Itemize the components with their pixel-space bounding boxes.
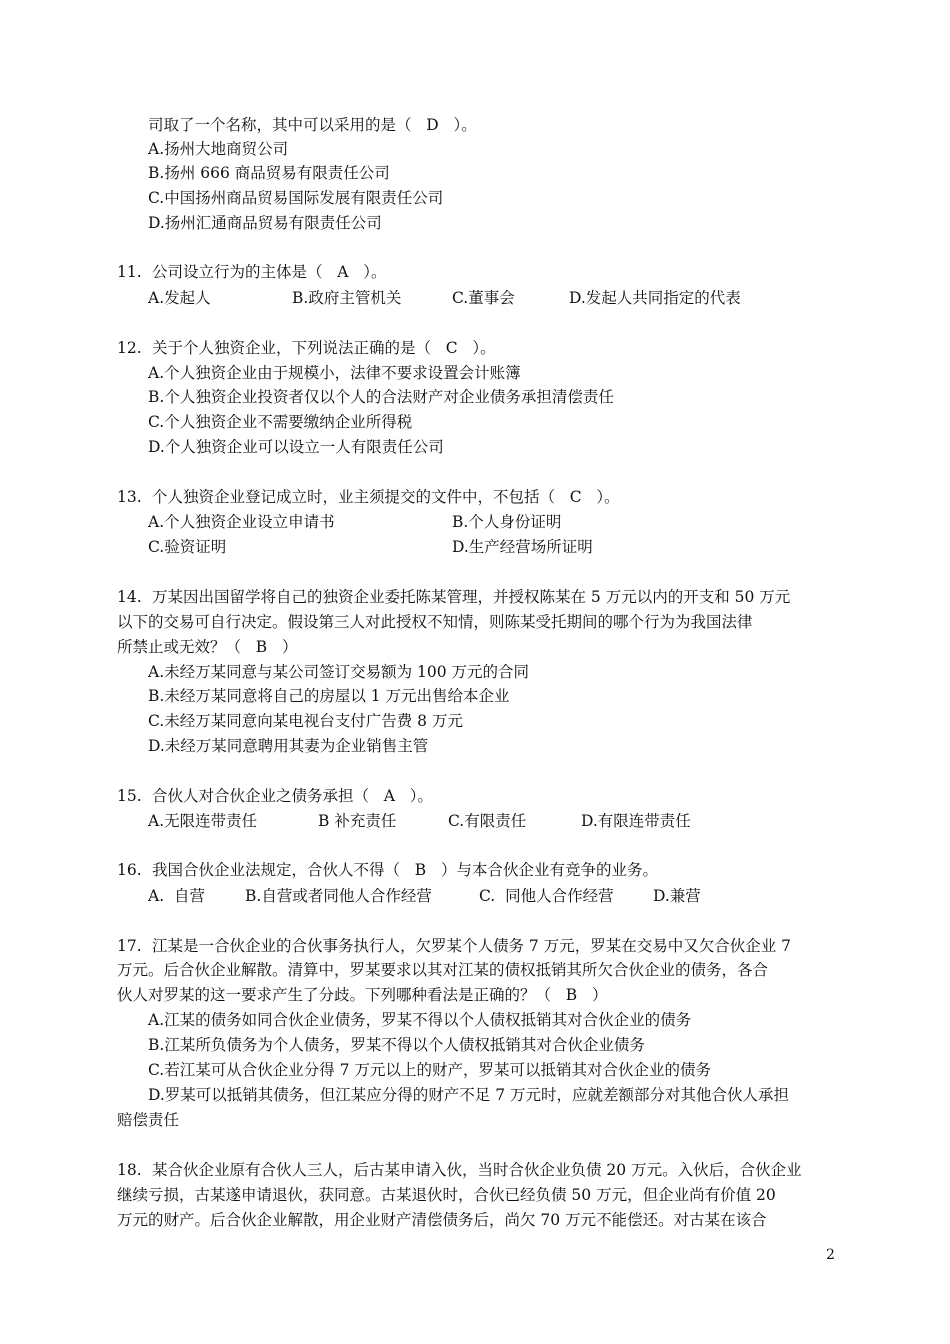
option-a: A. 自营 [148, 887, 205, 905]
option-b: B.未经万某同意将自己的房屋以 1 万元出售给本企业 [148, 687, 510, 705]
question-stem: 我国合伙企业法规定，合伙人不得（ B ）与本合伙企业有竞争的业务。 [152, 861, 658, 879]
option-c: C.个人独资企业不需要缴纳企业所得税 [148, 413, 413, 431]
question-number: 14. [117, 588, 142, 606]
q10-option-d: D.扬州汇通商品贸易有限责任公司 [148, 214, 382, 232]
option-a: A.个人独资企业由于规模小，法律不要求设置会计账簿 [148, 364, 521, 382]
option-d: D.罗某可以抵销其债务，但江某应分得的财产不足 7 万元时，应就差额部分对其他合伙人承担 [148, 1086, 790, 1104]
q10-option-a: A.扬州大地商贸公司 [148, 140, 289, 158]
option-b: B.江某所负债务为个人债务，罗某不得以个人债权抵销其对合伙企业债务 [148, 1036, 645, 1054]
option-d: D.个人独资企业可以设立一人有限责任公司 [148, 438, 444, 456]
question-stem: 伙人对罗某的这一要求产生了分歧。下列哪种看法是正确的？（ B ） [117, 986, 608, 1004]
question-number: 15. [117, 787, 142, 805]
option-d: D.生产经营场所证明 [452, 538, 593, 556]
question-number: 17. [117, 937, 142, 955]
option-d: D.有限连带责任 [581, 812, 691, 830]
q10-option-c: C.中国扬州商品贸易国际发展有限责任公司 [148, 189, 444, 207]
option-a: A.无限连带责任 [148, 812, 258, 830]
question-stem: 公司设立行为的主体是（ A ）。 [152, 263, 387, 281]
question-stem: 某合伙企业原有合伙人三人，后古某申请入伙，当时合伙企业负债 20 万元。入伙后，合伙企业 [152, 1161, 802, 1179]
option-b: B 补充责任 [318, 812, 397, 830]
q10-stem-continuation: 司取了一个名称，其中可以采用的是（ D ）。 [148, 116, 477, 134]
question-stem: 关于个人独资企业，下列说法正确的是（ C ）。 [152, 339, 496, 357]
question-number: 13. [117, 488, 142, 506]
question-number: 11. [117, 263, 142, 281]
option-a: A.未经万某同意与某公司签订交易额为 100 万元的合同 [148, 663, 530, 681]
question-stem: 以下的交易可自行决定。假设第三人对此授权不知情，则陈某受托期间的哪个行为为我国法律 [117, 613, 753, 631]
question-number: 18. [117, 1161, 142, 1179]
option-c: C.验资证明 [148, 538, 227, 556]
question-stem: 万某因出国留学将自己的独资企业委托陈某管理，并授权陈某在 5 万元以内的开支和 50 万元 [152, 588, 791, 606]
question-stem: 合伙人对合伙企业之债务承担（ A ）。 [152, 787, 434, 805]
option-d: D.兼营 [653, 887, 701, 905]
option-c: C.若江某可从合伙企业分得 7 万元以上的财产，罗某可以抵销其对合伙企业的债务 [148, 1061, 711, 1079]
option-a: A.江某的债务如同合伙企业债务，罗某不得以个人债权抵销其对合伙企业的债务 [148, 1011, 692, 1029]
option-b: B.个人独资企业投资者仅以个人的合法财产对企业债务承担清偿责任 [148, 388, 614, 406]
option-d: D.未经万某同意聘用其妻为企业销售主管 [148, 737, 429, 755]
option-d: D.发起人共同指定的代表 [569, 289, 741, 307]
q10-option-b: B.扬州 666 商品贸易有限责任公司 [148, 164, 390, 182]
question-stem: 个人独资企业登记成立时，业主须提交的文件中，不包括（ C ）。 [152, 488, 620, 506]
question-stem: 万元的财产。后合伙企业解散，用企业财产清偿债务后，尚欠 70 万元不能偿还。对古某在该合 [117, 1211, 767, 1229]
question-stem: 所禁止或无效？（ B ） [117, 638, 298, 656]
option-b: B.个人身份证明 [452, 513, 562, 531]
option-a: A.发起人 [148, 289, 211, 307]
page-number: 2 [826, 1247, 835, 1263]
option-c: C.未经万某同意向某电视台支付广告费 8 万元 [148, 712, 463, 730]
question-stem: 继续亏损，古某遂申请退伙，获同意。古某退伙时，合伙已经负债 50 万元，但企业尚有价值 20 [117, 1186, 776, 1204]
question-number: 16. [117, 861, 142, 879]
option-d-continuation: 赔偿责任 [117, 1111, 180, 1129]
option-b: B.自营或者同他人合作经营 [245, 887, 432, 905]
question-stem: 万元。后合伙企业解散。清算中，罗某要求以其对江某的债权抵销其所欠合伙企业的债务，各合 [117, 961, 769, 979]
option-c: C. 同他人合作经营 [479, 887, 614, 905]
option-c: C.有限责任 [448, 812, 527, 830]
question-stem: 江某是一合伙企业的合伙事务执行人，欠罗某个人债务 7 万元，罗某在交易中又欠合伙企业 7 [152, 937, 792, 955]
option-b: B.政府主管机关 [292, 289, 402, 307]
option-c: C.董事会 [452, 289, 515, 307]
question-number: 12. [117, 339, 142, 357]
option-a: A.个人独资企业设立申请书 [148, 513, 335, 531]
